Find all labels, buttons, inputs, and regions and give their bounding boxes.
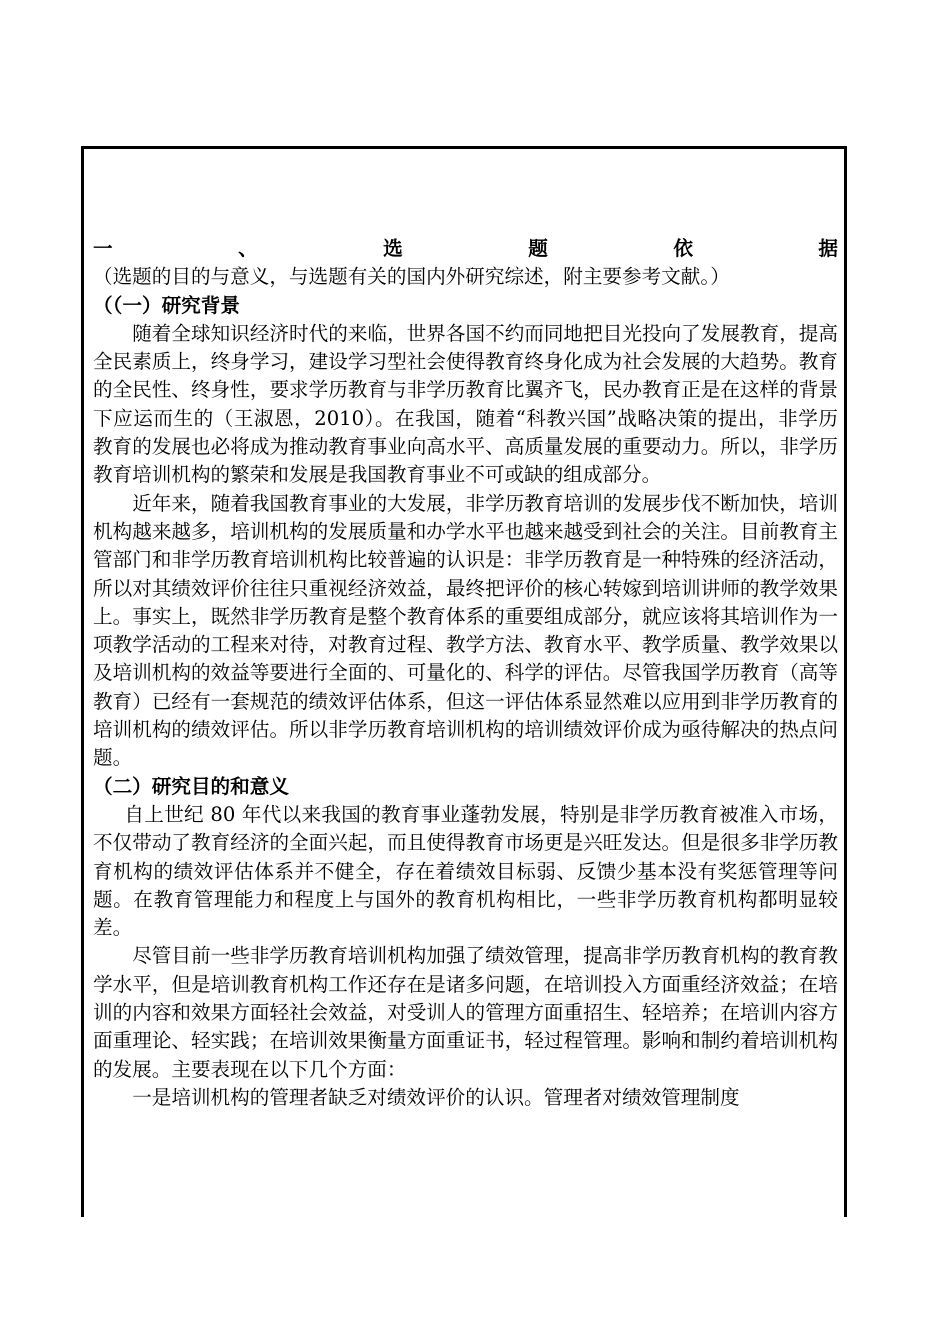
proposal-table-frame [81,146,847,1217]
paragraph: 一是培训机构的管理者缺乏对绩效评价的认识。管理者对绩效管理制度 [132,1085,740,1109]
section-heading: 一、选题依据 [93,237,838,260]
section-heading-note: （选题的目的与意义，与选题有关的国内外研究综述，附主要参考文献。） [93,265,730,289]
section-content [93,235,838,1112]
section-heading-line [93,235,838,292]
paragraph: 随着全球知识经济时代的来临，世界各国不约而同地把目光投向了发展教育，提高全民素质上，终身学习，建设学习型社会使得教育终身化成为社会发展的大趋势。教育的全民性、终身性，要求学历教育与非学历教育比翼齐飞，民办教育正是在这样的背景下应运而生的（王淑恩，2010）。在我国，随着“科教兴国”战略决策的提出，非学历教育的发展也必将成为推动教育事业向高水平、高质量发展的重要动力。所以，非学历教育培训机构的繁荣和发展是我国教育事业不可或缺的组成部分。 [93,321,838,487]
subsection-title-background: （（一）研究背景 [93,293,240,317]
paragraph: 尽管目前一些非学历教育培训机构加强了绩效管理，提高非学历教育机构的教育教学水平，但是培训教育机构工作还存在是诸多问题，在培训投入方面重经济效益；在培训的内容和效果方面轻社会效益，对受训人的管理方面重招生、轻培养；在培训内容方面重理论、轻实践；在培训效果衡量方面重证书，轻过程管理。影响和制约着培训机构的发展。主要表现在以下几个方面： [93,944,838,1081]
subsection-title-purpose: （二）研究目的和意义 [93,774,289,798]
paragraph: 近年来，随着我国教育事业的大发展，非学历教育培训的发展步伐不断加快，培训机构越来越多，培训机构的发展质量和办学水平也越来越受到社会的关注。目前教育主管部门和非学历教育培训机构比较普遍的认识是：非学历教育是一种特殊的经济活动，所以对其绩效评价往往只重视经济效益，最终把评价的核心转嫁到培训讲师的教学效果上。事实上，既然非学历教育是整个教育体系的重要组成部分，就应该将其培训作为一项教学活动的工程来对待，对教育过程、教学方法、教育水平、教学质量、教学效果以及培训机构的效益等要进行全面的、可量化的、科学的评估。尽管我国学历教育（高等教育）已经有一套规范的绩效评估体系，但这一评估体系显然难以应用到非学历教育的培训机构的绩效评估。所以非学历教育培训机构的培训绩效评价成为亟待解决的热点问题。 [93,491,838,770]
paragraph: 自上世纪 80 年代以来我国的教育事业蓬勃发展，特别是非学历教育被准入市场，不仅带动了教育经济的全面兴起，而且使得教育市场更是兴旺发达。但是很多非学历教育机构的绩效评估体系并不健全，存在着绩效目标弱、反馈少基本没有奖惩管理等问题。在教育管理能力和程度上与国外的教育机构相比，一些非学历教育机构都明显较差。 [93,802,838,940]
